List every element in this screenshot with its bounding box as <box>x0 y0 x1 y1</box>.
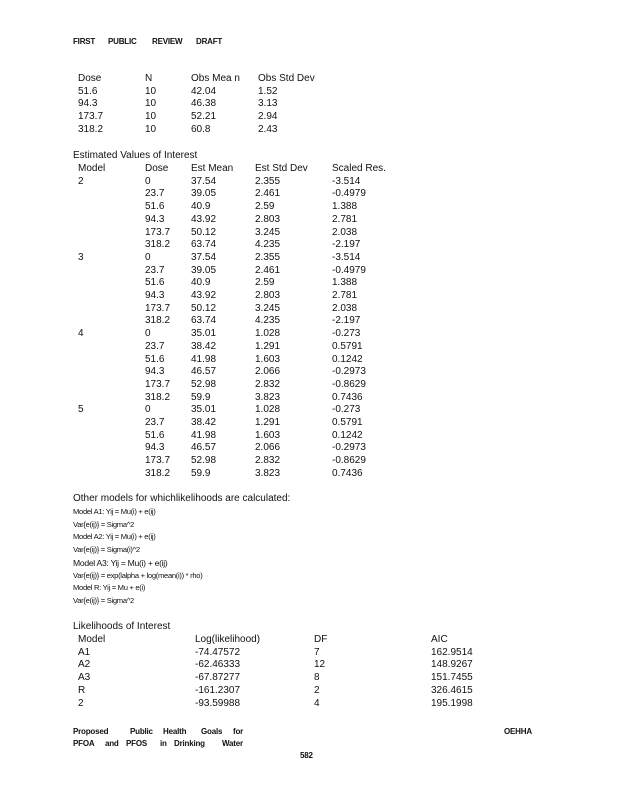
table-cell: 1.028 <box>255 328 281 340</box>
table-cell: A2 <box>78 659 91 671</box>
table-cell: 318.2 <box>145 391 171 403</box>
table-cell: 50.12 <box>191 302 217 314</box>
table-cell: 23.7 <box>145 340 165 352</box>
column-header: Obs Std Dev <box>258 73 315 84</box>
table-cell: 2.066 <box>255 442 281 454</box>
column-header: Log(likelihood) <box>195 634 261 645</box>
table-cell: 0.7436 <box>332 391 363 403</box>
table-cell: -2.197 <box>332 239 361 251</box>
column-header: Model <box>78 163 106 174</box>
table-cell: 38.42 <box>191 340 217 352</box>
column-header: Model <box>78 634 106 645</box>
table-cell: 0 <box>145 251 151 263</box>
table-cell: 2.94 <box>258 111 278 123</box>
table-header-row <box>78 73 618 86</box>
table-row <box>78 111 618 124</box>
table-cell: 0.5791 <box>332 417 363 428</box>
table-cell: 63.74 <box>191 315 217 327</box>
model-line: Var{e(ij)} = exp(lalpha + log(mean(i)) * rho) <box>73 570 203 580</box>
table-cell: 1.028 <box>255 404 281 416</box>
table-cell: 94.3 <box>145 442 165 454</box>
footer-word: PFOA <box>73 739 95 748</box>
table-row <box>78 672 618 685</box>
header-word: FIRST <box>73 37 96 46</box>
table-cell: 4.235 <box>255 315 281 327</box>
table-row <box>78 379 618 392</box>
table-row <box>78 341 618 354</box>
table-cell: R <box>78 684 86 696</box>
table-cell: -62.46333 <box>195 659 241 671</box>
table-cell: 60.8 <box>191 123 211 135</box>
column-header: Dose <box>145 163 169 174</box>
table-cell: 162.9514 <box>431 646 473 658</box>
footer-line-1 <box>73 727 273 739</box>
table-row <box>78 404 618 417</box>
table-cell: 318.2 <box>145 315 171 327</box>
table-cell: 40.9 <box>191 277 211 289</box>
table-cell: 23.7 <box>145 417 165 428</box>
table-cell: 35.01 <box>191 404 217 416</box>
model-id-cell: 4 <box>78 328 84 340</box>
table-cell: 1.603 <box>255 429 281 441</box>
table-cell: 23.7 <box>145 264 165 276</box>
section-title: Estimated Values of Interest <box>73 150 198 161</box>
table-cell: -0.4979 <box>332 264 366 276</box>
table-row <box>78 468 618 481</box>
table-cell: 94.3 <box>78 98 98 110</box>
table-row <box>78 124 618 137</box>
table-cell: -74.47572 <box>195 646 241 658</box>
table-cell: 51.6 <box>145 201 165 213</box>
footer-word: Goals <box>201 727 223 736</box>
table-cell: 2.832 <box>255 455 281 467</box>
table-cell: 10 <box>145 123 157 135</box>
running-header <box>73 37 273 49</box>
table-row <box>78 417 618 430</box>
table-cell: 12 <box>314 659 326 671</box>
table-row <box>78 430 618 443</box>
table-cell: 1.388 <box>332 277 358 289</box>
footer-word: Water <box>222 739 243 748</box>
table-cell: 173.7 <box>145 226 171 238</box>
table-cell: -0.273 <box>332 328 361 340</box>
likelihoods-table <box>78 634 518 712</box>
model-line: Model A3: Yij = Mu(i) + e(ij) <box>73 557 168 568</box>
header-word: REVIEW <box>152 37 183 46</box>
table-cell: 2 <box>314 684 320 696</box>
table-cell: 3.823 <box>255 391 281 403</box>
table-cell: 2.355 <box>255 251 281 263</box>
table-cell: 43.92 <box>191 290 217 301</box>
section-title: Likelihoods of Interest <box>73 621 171 632</box>
table-cell: 37.54 <box>191 251 217 263</box>
column-header: Est Std Dev <box>255 163 308 174</box>
model-line: Var{e(ij)} = Sigma(i)^2 <box>73 545 140 555</box>
table-row <box>78 176 618 189</box>
table-cell: 318.2 <box>145 467 171 479</box>
table-cell: 39.05 <box>191 264 217 276</box>
table-cell: 10 <box>145 85 157 97</box>
table-cell: 51.6 <box>78 85 98 97</box>
table-cell: 37.54 <box>191 175 217 187</box>
column-header: Obs Mea n <box>191 73 240 84</box>
table-cell: 2.43 <box>258 123 278 135</box>
page-number: 582 <box>300 751 313 760</box>
table-cell: 2.461 <box>255 188 281 200</box>
table-row <box>78 227 618 240</box>
table-cell: 40.9 <box>191 201 211 213</box>
table-row <box>78 698 618 711</box>
footer-word: for <box>233 727 244 736</box>
table-cell: -3.514 <box>332 251 361 263</box>
footer-word: and <box>105 739 119 748</box>
table-cell: 0 <box>145 328 151 340</box>
table-cell: 41.98 <box>191 429 217 441</box>
table-row <box>78 303 618 316</box>
footer-word: Health <box>163 727 187 736</box>
table-cell: 52.21 <box>191 111 217 123</box>
table-cell: 23.7 <box>145 188 165 200</box>
table-cell: 10 <box>145 111 157 123</box>
table-row <box>78 239 618 252</box>
table-cell: 94.3 <box>145 213 165 225</box>
table-cell: 7 <box>314 646 320 658</box>
table-cell: 1.291 <box>255 340 281 352</box>
column-header: N <box>145 73 153 84</box>
table-cell: 173.7 <box>78 111 104 123</box>
column-header: Dose <box>78 73 102 84</box>
header-word: PUBLIC <box>108 37 137 46</box>
table-row <box>78 442 618 455</box>
footer-word: PFOS <box>126 739 147 748</box>
table-cell: 3.13 <box>258 98 278 110</box>
table-cell: 0 <box>145 404 151 416</box>
table-row <box>78 188 618 201</box>
table-cell: 326.4615 <box>431 684 473 696</box>
table-cell: 2.781 <box>332 290 358 301</box>
table-row <box>78 98 618 111</box>
table-cell: -0.8629 <box>332 455 366 467</box>
table-cell: 52.98 <box>191 455 217 467</box>
model-line: Model A1: Yij = Mu(i) + e(ij) <box>73 507 156 516</box>
table-cell: -67.87277 <box>195 672 241 684</box>
table-cell: 38.42 <box>191 417 217 428</box>
table-cell: 318.2 <box>145 239 171 251</box>
table-cell: 2.59 <box>255 277 275 289</box>
table-cell: 2 <box>78 697 84 709</box>
table-row <box>78 659 618 672</box>
table-cell: 51.6 <box>145 277 165 289</box>
table-cell: 50.12 <box>191 226 217 238</box>
table-header-row <box>78 634 618 647</box>
table-cell: 2.355 <box>255 175 281 187</box>
table-cell: 10 <box>145 98 157 110</box>
table-cell: 0.1242 <box>332 353 363 365</box>
table-cell: 1.603 <box>255 353 281 365</box>
model-line: Model R: Yij = Mu + e(i) <box>73 583 146 593</box>
table-row <box>78 290 618 303</box>
table-row <box>78 354 618 367</box>
table-cell: 46.57 <box>191 442 217 454</box>
table-cell: 51.6 <box>145 353 165 365</box>
table-row <box>78 647 618 660</box>
footer-word: in <box>160 739 167 748</box>
table-cell: 0.7436 <box>332 467 363 479</box>
table-cell: 46.57 <box>191 366 217 378</box>
table-cell: A3 <box>78 672 91 684</box>
table-cell: 39.05 <box>191 188 217 200</box>
table-row <box>78 86 618 99</box>
model-id-cell: 3 <box>78 251 84 263</box>
table-cell: -0.2973 <box>332 442 366 454</box>
footer-line-2 <box>73 739 273 751</box>
table-cell: 195.1998 <box>431 697 473 709</box>
table-cell: 41.98 <box>191 353 217 365</box>
table-cell: -3.514 <box>332 175 361 187</box>
table-cell: 4.235 <box>255 239 281 251</box>
column-header: AIC <box>431 634 448 645</box>
table-row <box>78 315 618 328</box>
table-cell: 2.59 <box>255 201 275 213</box>
table-cell: 3.823 <box>255 467 281 479</box>
table-row <box>78 214 618 227</box>
footer-word: Proposed <box>73 727 109 736</box>
table-cell: 4 <box>314 697 320 709</box>
table-cell: 0.1242 <box>332 429 363 441</box>
table-cell: 63.74 <box>191 239 217 251</box>
table-cell: 173.7 <box>145 302 171 314</box>
table-cell: 3.245 <box>255 226 281 238</box>
estimated-values-table <box>78 163 418 483</box>
table-row <box>78 277 618 290</box>
table-row <box>78 265 618 278</box>
model-id-cell: 2 <box>78 175 84 187</box>
table-cell: 42.04 <box>191 85 217 97</box>
table-cell: -161.2307 <box>195 684 241 696</box>
column-header: Est Mean <box>191 163 234 174</box>
table-cell: 151.7455 <box>431 672 473 684</box>
table-cell: -0.8629 <box>332 378 366 390</box>
table-row <box>78 685 618 698</box>
table-header-row <box>78 163 618 176</box>
table-row <box>78 201 618 214</box>
table-cell: 2.038 <box>332 226 358 238</box>
model-line: Model A2: Yij = Mu(i) + e(ij) <box>73 532 156 542</box>
table-cell: -2.197 <box>332 315 361 327</box>
table-cell: 2.781 <box>332 213 358 225</box>
model-id-cell: 5 <box>78 404 84 416</box>
table-cell: 46.38 <box>191 98 217 110</box>
table-cell: 94.3 <box>145 290 165 301</box>
table-cell: 59.9 <box>191 467 211 479</box>
table-cell: -0.4979 <box>332 188 366 200</box>
table-cell: 2.066 <box>255 366 281 378</box>
table-row <box>78 366 618 379</box>
section-title: Other models for whichlikelihoods are calculated: <box>73 493 291 504</box>
table-row <box>78 455 618 468</box>
table-cell: 1.388 <box>332 201 358 213</box>
header-word: DRAFT <box>196 37 223 46</box>
table-row <box>78 328 618 341</box>
footer-word: Drinking <box>174 739 205 748</box>
table-cell: 59.9 <box>191 391 211 403</box>
table-cell: 173.7 <box>145 455 171 467</box>
table-cell: 43.92 <box>191 213 217 225</box>
table-cell: 2.461 <box>255 264 281 276</box>
table-cell: 94.3 <box>145 366 165 378</box>
table-cell: 8 <box>314 672 320 684</box>
column-header: DF <box>314 634 328 645</box>
observed-table <box>78 73 378 137</box>
table-cell: 3.245 <box>255 302 281 314</box>
table-cell: 1.52 <box>258 85 278 97</box>
table-cell: 173.7 <box>145 378 171 390</box>
table-cell: -0.2973 <box>332 366 366 378</box>
column-header: Scaled Res. <box>332 163 386 174</box>
table-cell: -93.59988 <box>195 697 241 709</box>
table-cell: 2.038 <box>332 302 358 314</box>
footer-word: Public <box>130 727 153 736</box>
table-cell: 148.9267 <box>431 659 473 671</box>
table-cell: 52.98 <box>191 378 217 390</box>
table-cell: A1 <box>78 646 91 658</box>
table-row <box>78 392 618 405</box>
table-cell: 51.6 <box>145 429 165 441</box>
table-cell: 35.01 <box>191 328 217 340</box>
table-cell: 0.5791 <box>332 340 363 352</box>
table-cell: 318.2 <box>78 123 104 135</box>
table-cell: 2.803 <box>255 290 281 301</box>
footer-agency: OEHHA <box>504 727 532 736</box>
table-row <box>78 252 618 265</box>
table-cell: -0.273 <box>332 404 361 416</box>
model-line: Var{e(ij)} = Sigma^2 <box>73 595 134 605</box>
model-definitions <box>73 506 373 610</box>
table-cell: 2.803 <box>255 213 281 225</box>
table-cell: 2.832 <box>255 378 281 390</box>
table-cell: 1.291 <box>255 417 281 428</box>
model-line: Var{e(ij)} = Sigma^2 <box>73 519 134 529</box>
table-cell: 0 <box>145 175 151 187</box>
